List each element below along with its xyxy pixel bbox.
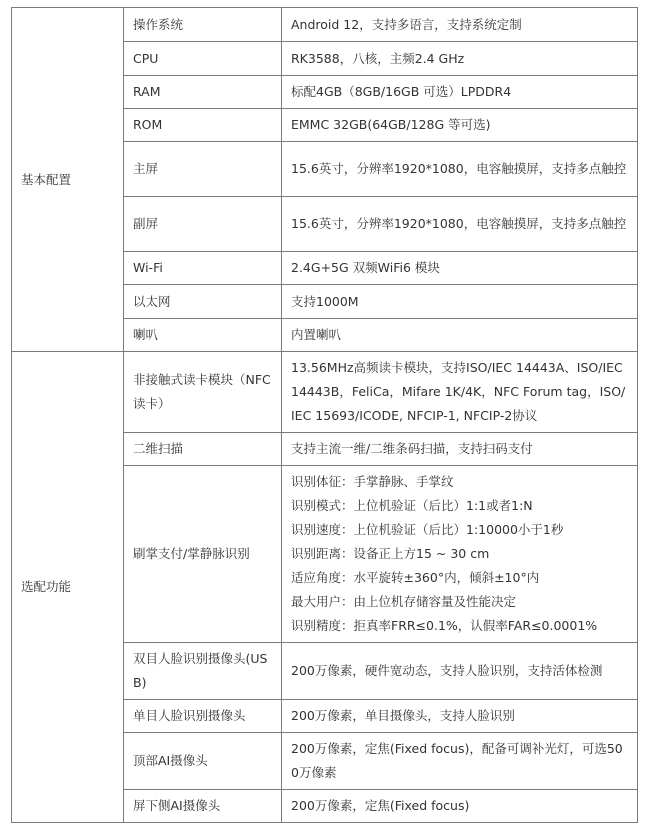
palm-spec-line: 最大用户：由上位机存储容量及性能决定 <box>291 594 517 609</box>
table-row <box>12 8 638 42</box>
spec-name: 非接触式读卡模块（NFC读卡） <box>124 352 282 433</box>
category-cell: 基本配置 <box>12 8 124 352</box>
spec-value: 200万像素，单目摄像头，支持人脸识别 <box>282 700 638 733</box>
spec-value: 支持主流一维/二维条码扫描，支持扫码支付 <box>282 433 638 466</box>
spec-name: 副屏 <box>124 197 282 252</box>
palm-spec-line: 识别模式：上位机验证（后比）1:1或者1:N <box>291 498 533 513</box>
spec-name: 顶部AI摄像头 <box>124 733 282 790</box>
spec-name: 操作系统 <box>124 8 282 42</box>
spec-value: 200万像素，硬件宽动态，支持人脸识别，支持活体检测 <box>282 643 638 700</box>
spec-value: EMMC 32GB(64GB/128G 等可选) <box>282 109 638 142</box>
spec-name: Wi-Fi <box>124 252 282 285</box>
table-row <box>12 352 638 433</box>
spec-value: 200万像素，定焦(Fixed focus) <box>282 790 638 823</box>
spec-value: 内置喇叭 <box>282 319 638 352</box>
palm-spec-line: 识别速度：上位机验证（后比）1:10000小于1秒 <box>291 522 564 537</box>
spec-name: RAM <box>124 76 282 109</box>
spec-name: 屏下侧AI摄像头 <box>124 790 282 823</box>
spec-name: 主屏 <box>124 142 282 197</box>
spec-name: CPU <box>124 42 282 76</box>
spec-value: 支持1000M <box>282 285 638 319</box>
spec-name: 以太网 <box>124 285 282 319</box>
spec-value: 2.4G+5G 双频WiFi6 模块 <box>282 252 638 285</box>
spec-name: ROM <box>124 109 282 142</box>
spec-value: 15.6英寸，分辨率1920*1080，电容触摸屏，支持多点触控 <box>282 197 638 252</box>
spec-value: RK3588，八核，主频2.4 GHz <box>282 42 638 76</box>
spec-name: 双目人脸识别摄像头(USB) <box>124 643 282 700</box>
spec-name: 刷掌支付/掌静脉识别 <box>124 466 282 643</box>
palm-spec-line: 识别距离：设备正上方15 ~ 30 cm <box>291 546 490 561</box>
spec-value: 标配4GB（8GB/16GB 可选）LPDDR4 <box>282 76 638 109</box>
spec-value: 15.6英寸，分辨率1920*1080，电容触摸屏，支持多点触控 <box>282 142 638 197</box>
spec-table <box>11 7 638 823</box>
spec-value: 200万像素，定焦(Fixed focus)，配备可调补光灯，可选500万像素 <box>282 733 638 790</box>
spec-value: Android 12，支持多语言，支持系统定制 <box>282 8 638 42</box>
category-cell: 选配功能 <box>12 352 124 823</box>
spec-name: 二维扫描 <box>124 433 282 466</box>
spec-value: 13.56MHz高频读卡模块，支持ISO/IEC 14443A、ISO/IEC14443B，FeliCa，Mifare 1K/4K，NFC Forum tag，ISO/IEC 15693/ICODE, NFCIP-1, NFCIP-2协议 <box>282 352 638 433</box>
spec-name: 喇叭 <box>124 319 282 352</box>
palm-spec-line: 识别精度：拒真率FRR≤0.1%，认假率FAR≤0.0001% <box>291 618 598 633</box>
spec-value <box>282 466 638 643</box>
palm-spec-line: 识别体征：手掌静脉、手掌纹 <box>291 474 454 489</box>
palm-spec-line: 适应角度：水平旋转±360°内，倾斜±10°内 <box>291 570 540 585</box>
spec-name: 单目人脸识别摄像头 <box>124 700 282 733</box>
